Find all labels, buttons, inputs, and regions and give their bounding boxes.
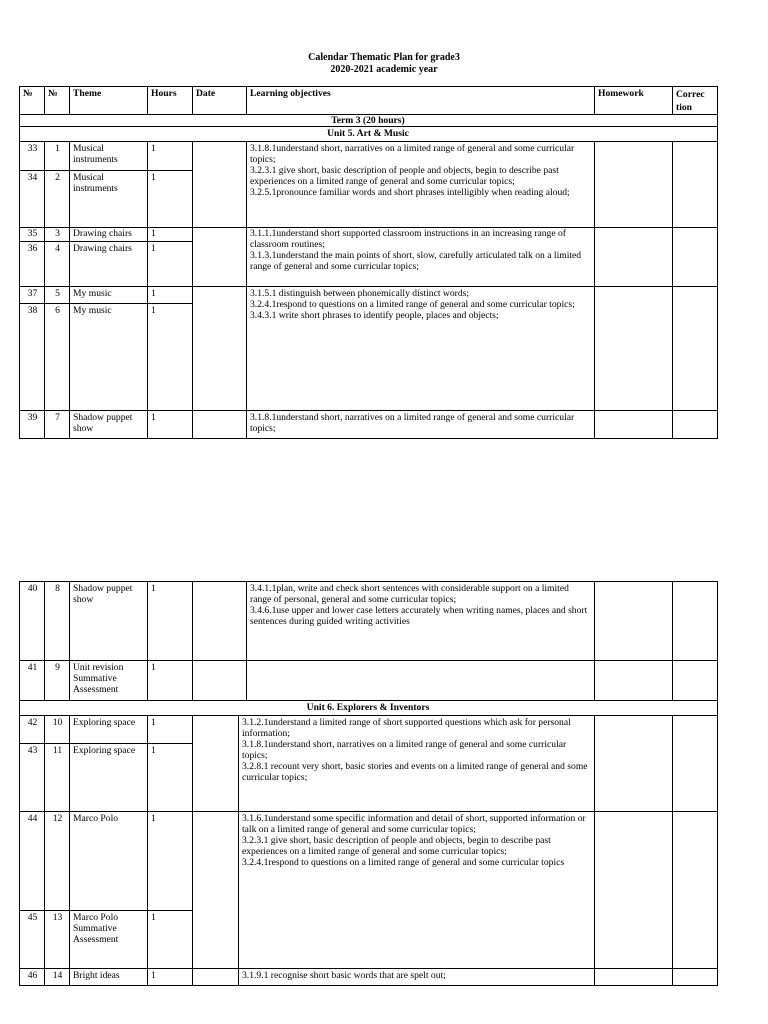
row-theme: Marco Polo Summative Assessment: [73, 912, 119, 946]
row-theme: Exploring space: [73, 717, 136, 728]
table-rule: [147, 715, 148, 986]
table-rule: [672, 715, 673, 986]
table-rule: [19, 715, 20, 986]
row-hours: 1: [151, 912, 156, 923]
row-hours: 1: [151, 228, 156, 239]
row-number: 35: [27, 228, 38, 239]
table-rule: [19, 241, 193, 242]
row-number: 46: [27, 970, 38, 981]
row-hours: 1: [151, 662, 156, 673]
table-rule: [19, 286, 718, 287]
row-theme: Bright ideas: [73, 970, 120, 981]
document-subtitle: 2020-2021 academic year: [330, 64, 438, 75]
table-rule: [19, 743, 193, 744]
row-hours: 1: [151, 970, 156, 981]
table-rule: [19, 86, 20, 115]
table-rule: [717, 86, 718, 115]
table-rule: [19, 968, 718, 969]
row-hours: 1: [151, 717, 156, 728]
row-hours: 1: [151, 583, 156, 594]
row-number: 39: [27, 412, 38, 423]
table-rule: [44, 581, 45, 701]
row-index: 13: [52, 912, 63, 923]
row-theme: My music: [73, 305, 112, 316]
row-number: 42: [27, 717, 38, 728]
row-index: 12: [52, 813, 63, 824]
row-hours: 1: [151, 305, 156, 316]
objectives-cell: 3.1.1.1understand short supported classroom instructions in an increasing range of classroom routines; 3.1.3.1understand the main points of short, slow, carefully articulated talk on a limited range of general and some curricular topics;: [250, 228, 582, 273]
table-rule: [192, 581, 193, 701]
table-rule: [19, 660, 718, 661]
table-rule: [717, 114, 718, 142]
table-rule: [19, 410, 718, 411]
table-rule: [19, 581, 20, 701]
table-rule: [672, 581, 673, 701]
row-index: 3: [55, 228, 60, 239]
table-rule: [147, 86, 148, 115]
table-rule: [594, 141, 595, 439]
table-rule: [69, 86, 70, 115]
row-index: 7: [55, 412, 60, 423]
table-rule: [19, 438, 718, 439]
col-header-num: №: [23, 88, 33, 99]
table-rule: [44, 715, 45, 986]
row-number: 36: [27, 243, 38, 254]
col-header-homework: Homework: [598, 88, 644, 99]
objectives-cell: 3.1.9.1 recognise short basic words that are spelt out;: [242, 970, 446, 981]
row-index: 5: [55, 288, 60, 299]
row-theme: My music: [73, 288, 112, 299]
table-rule: [717, 141, 718, 439]
row-index: 8: [55, 583, 60, 594]
row-index: 6: [55, 305, 60, 316]
row-number: 33: [27, 143, 38, 154]
row-hours: 1: [151, 288, 156, 299]
table-rule: [19, 170, 193, 171]
col-header-theme: Theme: [73, 88, 102, 99]
row-number: 41: [27, 662, 38, 673]
table-rule: [19, 985, 718, 986]
col-header-hours: Hours: [151, 88, 177, 99]
objectives-cell: 3.1.8.1understand short, narratives on a limited range of general and some curricular topics; 3.2.3.1 give short, basic description of people and objects, begin to describe past experiences on a limited range of general and some curricular topics; 3.2.5.1pronounce familiar words and short phrases intelligibly when reading aloud;: [250, 143, 575, 199]
row-number: 37: [27, 288, 38, 299]
row-index: 4: [55, 243, 60, 254]
table-rule: [69, 581, 70, 701]
table-rule: [19, 581, 718, 582]
row-number: 43: [27, 745, 38, 756]
table-rule: [19, 715, 718, 716]
row-hours: 1: [151, 745, 156, 756]
table-rule: [717, 700, 718, 716]
table-rule: [717, 581, 718, 701]
table-rule: [19, 86, 718, 87]
row-number: 34: [27, 172, 38, 183]
row-theme: Unit revision Summative Assessment: [73, 662, 124, 696]
table-rule: [246, 141, 247, 439]
row-number: 40: [27, 583, 38, 594]
row-index: 2: [55, 172, 60, 183]
row-index: 14: [52, 970, 63, 981]
row-theme: Exploring space: [73, 745, 136, 756]
row-theme: Shadow puppet show: [73, 583, 133, 606]
table-rule: [594, 86, 595, 115]
table-rule: [672, 86, 673, 115]
table-rule: [246, 86, 247, 115]
table-rule: [19, 141, 20, 439]
row-theme: Marco Polo: [73, 813, 119, 824]
row-number: 45: [27, 912, 38, 923]
row-hours: 1: [151, 813, 156, 824]
table-rule: [594, 715, 595, 986]
row-hours: 1: [151, 412, 156, 423]
row-hours: 1: [151, 172, 156, 183]
objectives-cell: 3.1.5.1 distinguish between phonemically distinct words; 3.2.4.1respond to questions on a limited range of general and some curricular topics; 3.4.3.1 write short phrases to identify people, places and objects;: [250, 288, 575, 322]
row-number: 44: [27, 813, 38, 824]
objectives-cell: 3.1.6.1understand some specific information and detail of short, supported information or talk on a limited range of general and some curricular topics; 3.2.3.1 give short, basic description of people and objects, begin to describe past experiences on a limited range of general and some curricular topics; 3.2.4.1respond to questions on a limited range of general and some curricular topics: [242, 813, 586, 869]
objectives-cell: 3.1.8.1understand short, narratives on a limited range of general and some curricular topics;: [250, 412, 575, 435]
table-rule: [147, 141, 148, 439]
table-rule: [69, 141, 70, 439]
row-index: 11: [52, 745, 63, 756]
term-heading: Term 3 (20 hours): [331, 115, 405, 126]
document-title: Calendar Thematic Plan for grade3: [308, 52, 460, 63]
table-rule: [19, 700, 718, 701]
row-theme: Shadow puppet show: [73, 412, 133, 435]
objectives-cell: 3.4.1.1plan, write and check short sentences with considerable support on a limited range of personal, general and some curricular topics; 3.4.6.1use upper and lower case letters accurately when writing names, places and short sentences during guided writing activities: [250, 583, 588, 628]
objectives-cell: [250, 662, 592, 674]
row-hours: 1: [151, 243, 156, 254]
unit-heading: Unit 5. Art & Music: [327, 128, 409, 139]
table-rule: [19, 126, 718, 127]
table-rule: [19, 141, 718, 142]
table-rule: [19, 303, 193, 304]
table-rule: [717, 715, 718, 986]
objectives-cell: 3.1.2.1understand a limited range of short supported questions which ask for personal information; 3.1.8.1understand short, narratives on a limited range of general and some curricular topics; 3.2.8.1 recount very short, basic stories and events on a limited range of general and some curricular topics;: [242, 717, 588, 784]
table-rule: [192, 141, 193, 439]
col-header-date: Date: [196, 88, 216, 99]
col-header-correction: Correc tion: [676, 89, 705, 113]
table-rule: [147, 581, 148, 701]
row-index: 9: [55, 662, 60, 673]
row-theme: Musical instruments: [73, 143, 118, 166]
row-index: 1: [55, 143, 60, 154]
table-rule: [238, 715, 239, 986]
table-rule: [19, 811, 718, 812]
table-rule: [192, 86, 193, 115]
table-rule: [44, 141, 45, 439]
table-rule: [19, 910, 193, 911]
col-header-objectives: Learning objectives: [250, 88, 331, 99]
row-hours: 1: [151, 143, 156, 154]
table-rule: [594, 581, 595, 701]
row-theme: Musical instruments: [73, 172, 118, 195]
table-rule: [69, 715, 70, 986]
unit-heading: Unit 6. Explorers & Inventors: [306, 702, 430, 713]
col-header-num: №: [48, 88, 58, 99]
table-rule: [672, 141, 673, 439]
row-index: 10: [52, 717, 63, 728]
table-rule: [246, 581, 247, 701]
table-rule: [44, 86, 45, 115]
row-theme: Drawing chairs: [73, 243, 132, 254]
table-rule: [192, 715, 193, 986]
row-theme: Drawing chairs: [73, 228, 132, 239]
row-number: 38: [27, 305, 38, 316]
